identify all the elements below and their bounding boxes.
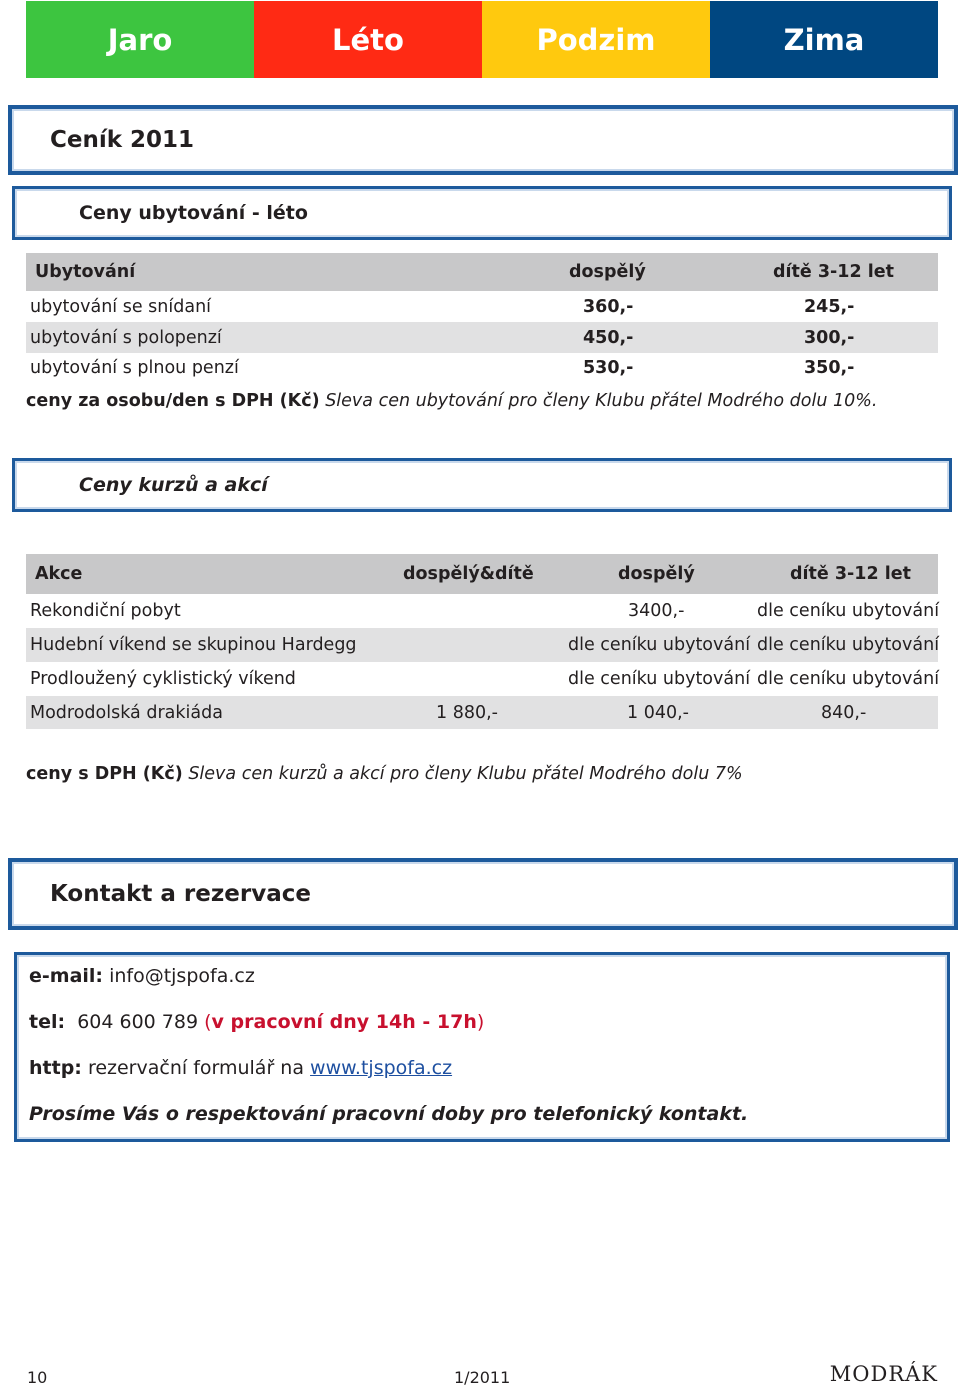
closing-note: Prosíme Vás o respektování pracovní doby pro telefonický kontakt. xyxy=(29,1103,749,1125)
contact-heading: Kontakt a rezervace xyxy=(50,881,311,907)
tel-value[interactable]: 604 600 789 xyxy=(77,1011,199,1033)
email-label: e-mail: xyxy=(29,965,104,987)
price-child: 300,- xyxy=(804,327,855,348)
price-child: dle ceníku ubytování xyxy=(757,635,940,655)
pricelist-title-box xyxy=(8,105,958,175)
row-label: Modrodolská drakiáda xyxy=(30,702,223,723)
http-line xyxy=(29,1057,452,1079)
col-akce: Akce xyxy=(35,564,83,584)
courses-note xyxy=(26,764,743,784)
issue-number: 1/2011 xyxy=(454,1368,511,1387)
tab-zima[interactable]: Zima xyxy=(710,1,938,78)
website-link[interactable]: www.tjspofa.cz xyxy=(310,1057,453,1079)
row-label: Rekondiční pobyt xyxy=(30,601,181,621)
tab-leto[interactable]: Léto xyxy=(254,1,482,78)
row-label: ubytování s polopenzí xyxy=(30,327,222,348)
tel-hours: v pracovní dny 14h - 17h xyxy=(211,1011,477,1033)
pricelist-title: Ceník 2011 xyxy=(50,127,195,153)
season-tabs xyxy=(26,1,938,78)
courses-table-header xyxy=(26,554,938,594)
price-child: 245,- xyxy=(804,296,855,317)
accommodation-heading-box xyxy=(12,186,952,240)
table-row xyxy=(26,628,938,662)
tel-paren-open: ( xyxy=(204,1011,212,1033)
price-both: 1 880,- xyxy=(436,702,498,723)
row-label: ubytování se snídaní xyxy=(30,296,212,317)
row-label: Prodloužený cyklistický víkend xyxy=(30,669,296,689)
http-text: rezervační formulář na xyxy=(87,1057,304,1079)
price-adult: dle ceníku ubytování xyxy=(568,669,751,689)
row-label: Hudební víkend se skupinou Hardegg xyxy=(30,635,357,655)
price-child: dle ceníku ubytování xyxy=(757,601,940,621)
table-row xyxy=(26,662,938,696)
modrak-logo: MODRÁK xyxy=(829,1362,938,1386)
table-row xyxy=(26,322,938,353)
tel-label: tel: xyxy=(29,1011,66,1033)
tab-podzim[interactable]: Podzim xyxy=(482,1,710,78)
email-value[interactable]: info@tjspofa.cz xyxy=(109,965,255,987)
table-row xyxy=(26,353,938,383)
price-adult: 530,- xyxy=(583,358,634,378)
tel-paren-close: ) xyxy=(476,1011,485,1033)
accommodation-table-header xyxy=(26,253,938,291)
table-row xyxy=(26,291,938,322)
row-label: ubytování s plnou penzí xyxy=(30,358,239,378)
contact-box xyxy=(14,952,950,1142)
note-italic: Sleva cen kurzů a akcí pro členy Klubu přátel Modrého dolu 7% xyxy=(188,764,743,784)
col-dospely: dospělý xyxy=(618,564,695,584)
price-adult: dle ceníku ubytování xyxy=(568,635,751,655)
accommodation-heading: Ceny ubytování - léto xyxy=(79,202,308,224)
price-child: 840,- xyxy=(821,702,867,723)
email-line xyxy=(29,965,255,987)
table-row xyxy=(26,594,938,628)
price-child: dle ceníku ubytování xyxy=(757,669,940,689)
price-child: 350,- xyxy=(804,358,855,378)
price-adult: 3400,- xyxy=(628,601,685,621)
note-bold: ceny s DPH (Kč) xyxy=(26,764,183,784)
col-dospely-dite: dospělý&dítě xyxy=(403,564,534,584)
tel-line xyxy=(29,1011,484,1033)
price-adult: 360,- xyxy=(583,296,634,317)
col-dospely: dospělý xyxy=(569,262,646,282)
note-italic: Sleva cen ubytování pro členy Klubu přátel Modrého dolu 10%. xyxy=(325,391,878,411)
http-label: http: xyxy=(29,1057,82,1079)
col-dite: dítě 3-12 let xyxy=(773,262,894,282)
price-adult: 1 040,- xyxy=(627,702,689,723)
price-adult: 450,- xyxy=(583,327,634,348)
table-row xyxy=(26,696,938,729)
col-dite: dítě 3-12 let xyxy=(790,564,911,584)
page-number: 10 xyxy=(27,1368,48,1387)
courses-heading: Ceny kurzů a akcí xyxy=(79,474,268,496)
note-bold: ceny za osobu/den s DPH (Kč) xyxy=(26,391,320,411)
contact-heading-box xyxy=(8,858,958,930)
tab-jaro[interactable]: Jaro xyxy=(26,1,254,78)
accommodation-note xyxy=(26,391,877,411)
courses-heading-box xyxy=(12,458,952,512)
col-ubytovani: Ubytování xyxy=(35,262,136,282)
